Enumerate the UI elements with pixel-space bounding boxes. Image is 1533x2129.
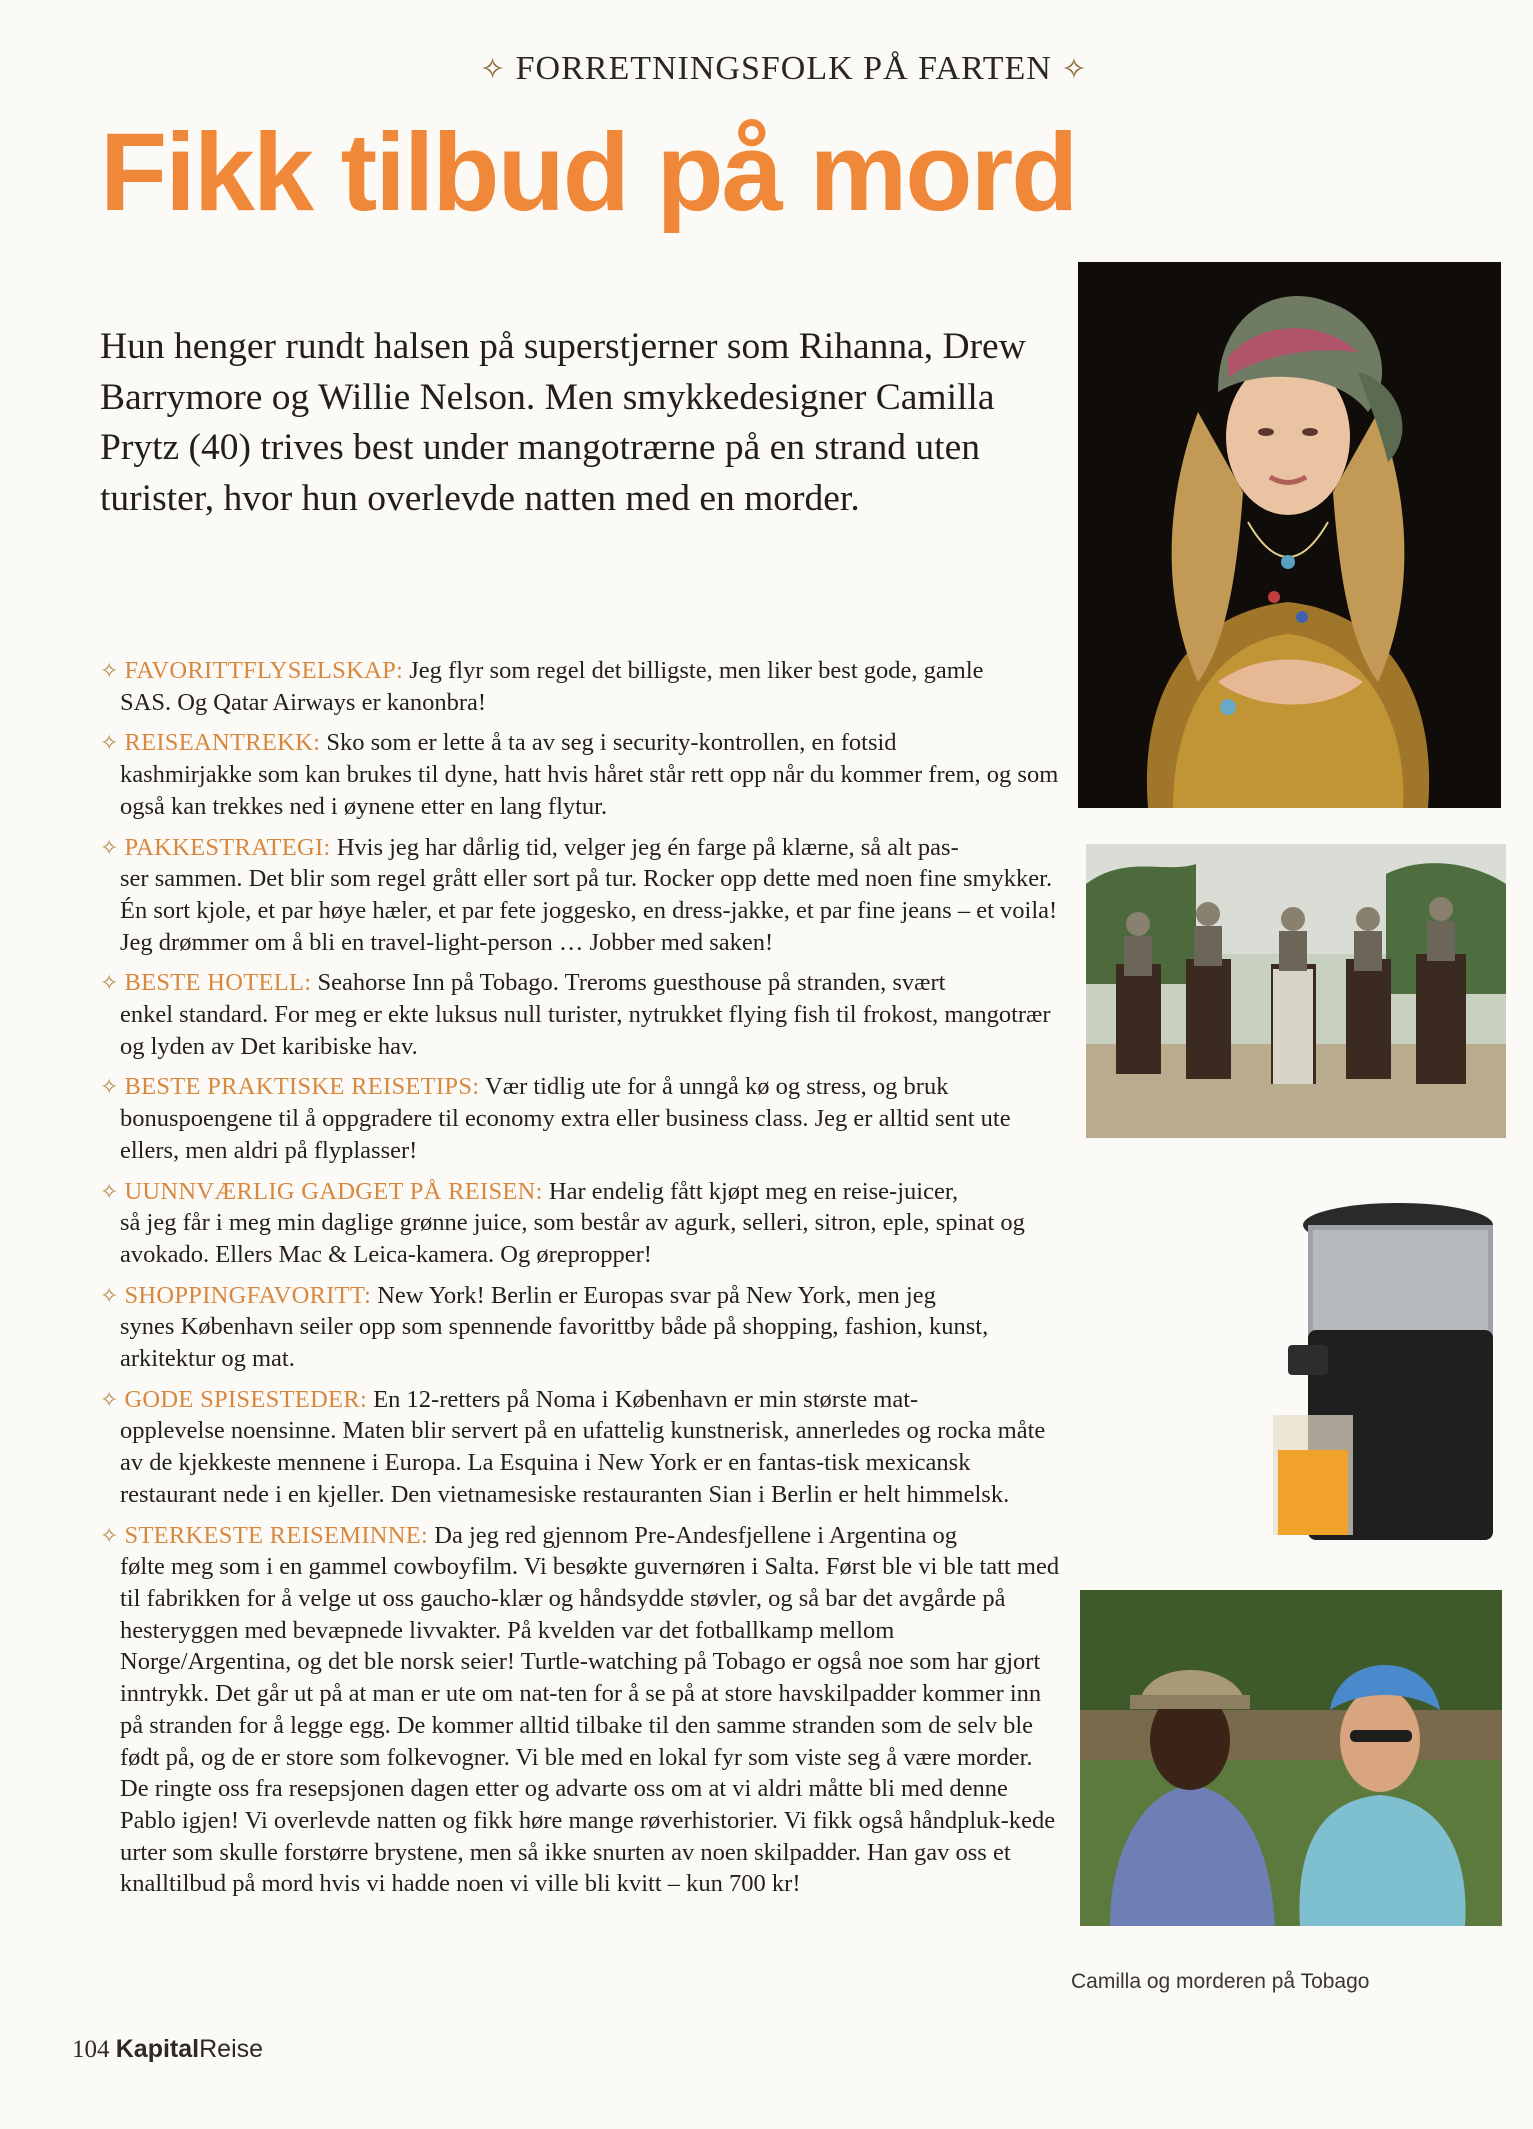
qa-text-first: Da jeg red gjennom Pre-Andesfjellene i Argentina og [434, 1521, 958, 1549]
qa-item [100, 1280, 1060, 1375]
section-kicker [480, 50, 1180, 88]
intro-paragraph: Hun henger rundt halsen på superstjerner som Rihanna, Drew Barrymore og Willie Nelson. Men smykkedesigner Camilla Prytz (40) trives best under mangotrærne på en strand uten turister, hvor hun overlevde natten med en morder. [100, 326, 1026, 519]
qa-item [100, 832, 1060, 959]
qa-text-rest: bonuspoengene til å oppgradere til economy extra eller business class. Jeg er alltid sent ute ellers, men aldri på flyplasser! [120, 1105, 1011, 1164]
bullet-ornament-icon: ✧ [100, 1282, 119, 1308]
qa-text-rest: kashmirjakke som kan brukes til dyne, hatt hvis håret står rett opp når du kommer frem, og som også kan trekkes ned i øynene etter en lang flytur. [120, 761, 1059, 820]
qa-label: SHOPPINGFAVORITT: [124, 1281, 372, 1309]
qa-text-rest: ser sammen. Det blir som regel grått eller sort på tur. Rocker opp dette med noen fine smykker. Én sort kjole, et par høye hæler, et par fete joggesko, en dress-jakke, et par fine jeans – et voila! Jeg drømmer om å bli en travel-light-person … Jobber med saken! [120, 865, 1058, 956]
photo-caption: Camilla og morderen på Tobago [1071, 1970, 1370, 1993]
qa-label: BESTE HOTELL: [124, 969, 312, 997]
qa-label: BESTE PRAKTISKE REISETIPS: [124, 1073, 480, 1101]
qa-label: PAKKESTRATEGI: [124, 833, 331, 861]
qa-text-rest: opplevelse noensinne. Maten blir servert på en ufattelig kunstnerisk, annerledes og rocka måte av de kjekkeste mennene i Europa. La Esquina i New York er en fantas-tisk mexicansk restaurant nede i en kjeller. Den vietnamesiske restauranten Sian i Berlin er helt himmelsk. [120, 1417, 1046, 1508]
qa-label: GODE SPISESTEDER: [124, 1385, 368, 1413]
brand-bold: Kapital [115, 2035, 200, 2063]
qa-text-rest: så jeg får i meg min daglige grønne juice, som består av agurk, selleri, sitron, eple, spinat og avokado. Ellers Mac & Leica-kamera. Og ørepropper! [120, 1209, 1025, 1268]
bullet-ornament-icon: ✧ [100, 1522, 119, 1548]
qa-text-rest: SAS. Og Qatar Airways er kanonbra! [120, 688, 487, 716]
qa-label: REISEANTREKK: [124, 729, 321, 757]
headline: Fikk tilbud på mord [100, 111, 1077, 234]
qa-list [100, 655, 1060, 1909]
qa-text-rest: synes København seiler opp som spennende favorittby både på shopping, fashion, kunst, arkitektur og mat. [120, 1313, 989, 1373]
bullet-ornament-icon: ✧ [100, 730, 119, 756]
brand-regular: Reise [199, 2035, 264, 2063]
tobago-illustration [1080, 1590, 1502, 1926]
qa-text-first: New York! Berlin er Europas svar på New York, men jeg [377, 1281, 936, 1309]
qa-text-first: Jeg flyr som regel det billigste, men liker best gode, gamle [409, 657, 984, 684]
qa-text-rest: enkel standard. For meg er ekte luksus null turister, nytrukket flying fish til frokost, mangotrær og lyden av Det karibiske hav. [120, 1001, 1051, 1060]
qa-item [100, 727, 1060, 822]
bullet-ornament-icon: ✧ [100, 1386, 119, 1412]
qa-text-first: Har endelig fått kjøpt meg en reise-juicer, [548, 1177, 959, 1205]
page-folio [72, 2035, 263, 2064]
qa-text-rest: følte meg som i en gammel cowboyfilm. Vi besøkte guvernøren i Salta. Først ble vi ble tatt med til fabrikken for å velge ut oss gaucho-klær og håndsydde støvler, og så bar det avgårde på hesteryggen med bevæpnede livvakter. På kvelden var det fotballkamp mellom Norge/Argentina, og det ble norsk seier! Turtle-watching på Tobago er også noe som har gjort inntrykk. Det går ut på at man er ute om nat-ten for å se på at store havskilpadder kommer inn på stranden for å legge egg. De kommer alltid tilbake til den samme stranden som de selv ble født på, og de er store som folkevogner. Vi ble med en lokal fyr som viste seg å være morder. De ringte oss fra resepsjonen dagen etter og advarte oss om at vi aldri måtte bli med denne Pablo igjen! Vi overlevde natten og fikk høre mange røverhistorier. Vi fikk også håndpluk-kede urter som skulle forstørre brystene, men så ikke snurten av noen skilpadder. Han gav oss et knalltilbud på mord hvis vi hadde noen vi ville bli kvitt – kun 700 kr! [120, 1553, 1060, 1898]
bullet-ornament-icon: ✧ [100, 658, 119, 683]
juicer-illustration [1268, 1200, 1504, 1555]
ornament-left-icon: ✧ [480, 53, 507, 86]
bullet-ornament-icon: ✧ [100, 1178, 119, 1204]
riders-photo [1086, 844, 1506, 1138]
qa-text-first: Seahorse Inn på Tobago. Treroms guesthouse på stranden, svært [317, 969, 946, 997]
qa-item [100, 1071, 1060, 1166]
qa-item [100, 1520, 1060, 1900]
portrait-photo [1078, 262, 1501, 808]
qa-item [100, 1176, 1060, 1271]
bullet-ornament-icon: ✧ [100, 834, 119, 860]
tobago-photo [1080, 1590, 1502, 1926]
bullet-ornament-icon: ✧ [100, 970, 119, 996]
page-number: 104 [72, 2036, 110, 2063]
qa-label: UUNNVÆRLIG GADGET PÅ REISEN: [124, 1177, 543, 1205]
juicer-photo [1268, 1200, 1504, 1555]
qa-text-first: En 12-retters på Noma i København er min største mat- [373, 1385, 919, 1413]
qa-item [100, 655, 1060, 718]
qa-item [100, 967, 1060, 1062]
qa-label: FAVORITTFLYSELSKAP: [124, 657, 404, 684]
ornament-right-icon: ✧ [1061, 53, 1088, 86]
bullet-ornament-icon: ✧ [100, 1074, 119, 1100]
kicker-text: FORRETNINGSFOLK PÅ FARTEN [515, 50, 1052, 87]
qa-item [100, 1384, 1060, 1511]
portrait-illustration [1078, 262, 1501, 808]
qa-label: STERKESTE REISEMINNE: [124, 1521, 429, 1549]
qa-text-first: Hvis jeg har dårlig tid, velger jeg én farge på klærne, så alt pas- [336, 833, 959, 861]
riders-illustration [1086, 844, 1506, 1138]
qa-text-first: Sko som er lette å ta av seg i security-kontrollen, en fotsid [326, 729, 897, 757]
qa-text-first: Vær tidlig ute for å unngå kø og stress, og bruk [485, 1073, 949, 1101]
